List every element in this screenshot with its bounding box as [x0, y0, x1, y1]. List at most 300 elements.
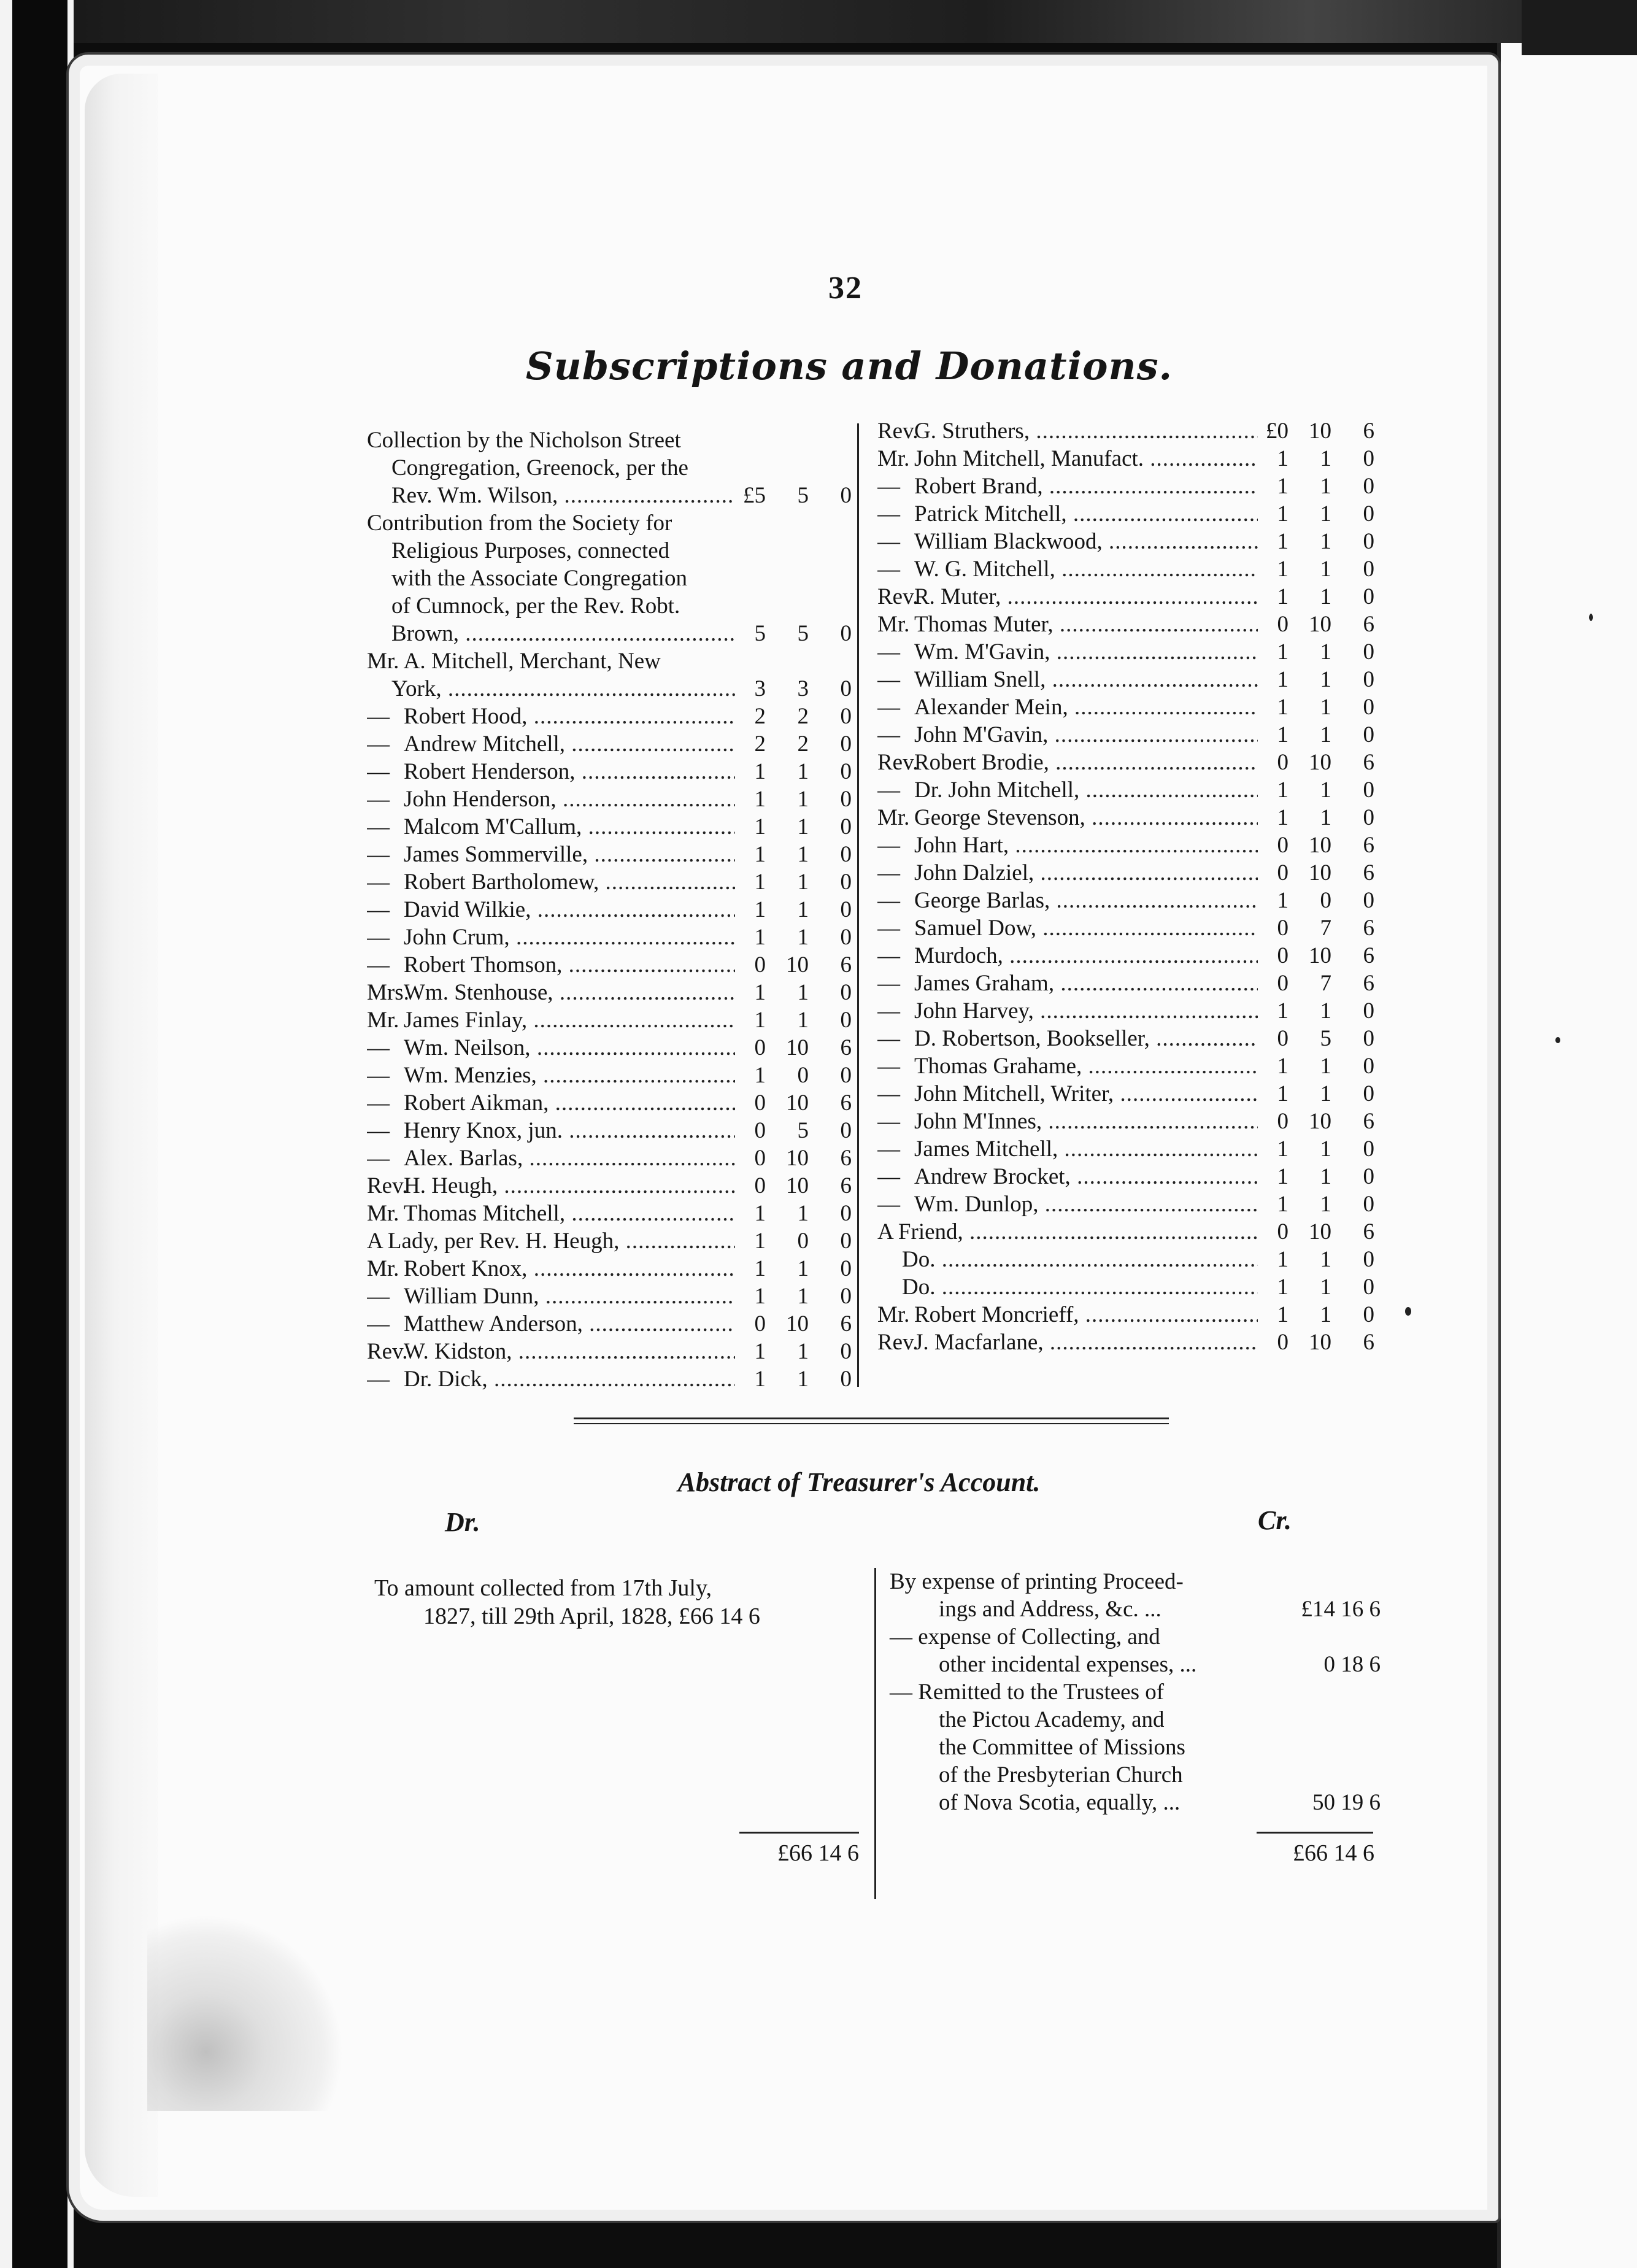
name-text: Contribution from the Society for [367, 511, 672, 536]
subscription-row [877, 1135, 1374, 1163]
name-prefix: — [877, 501, 900, 526]
subscription-row [367, 620, 852, 647]
subscriber-name [877, 1218, 1265, 1246]
subscriber-name [877, 638, 1265, 666]
name-text: William Dunn, [404, 1284, 539, 1309]
amount-pounds: 0 [754, 1090, 766, 1116]
subscription-row [367, 1310, 852, 1338]
amount-shillings: 10 [1309, 1330, 1331, 1355]
debit-total-rule [739, 1832, 859, 1834]
amount-pence: 0 [840, 814, 852, 839]
name-text: Robert Thomson, [404, 952, 563, 978]
adjacent-page-edge [1497, 43, 1637, 2268]
amount-shillings: 10 [1309, 1219, 1331, 1244]
name-text: James Finlay, [404, 1008, 528, 1033]
subscriber-name [877, 555, 1265, 583]
subscription-row [877, 970, 1374, 997]
subscription-row [367, 1006, 852, 1034]
amount-shillings: 1 [797, 1339, 809, 1364]
subscriber-name [367, 730, 742, 758]
amount-shillings: 1 [797, 925, 809, 950]
amount-shillings: 5 [797, 1118, 809, 1143]
subscriber-name [367, 703, 742, 730]
amount [735, 1227, 852, 1255]
amount-pounds: 1 [754, 980, 766, 1005]
subscriber-name [367, 482, 767, 509]
amount-shillings: 1 [1320, 805, 1331, 830]
amount-pounds: 1 [1277, 1136, 1288, 1162]
section-separator [574, 1418, 1169, 1424]
name-prefix: — [877, 860, 900, 885]
subscriber-name [367, 1117, 742, 1144]
amount-shillings: 1 [1320, 777, 1331, 803]
amount-shillings: 1 [1320, 1192, 1331, 1217]
amount-pence: 0 [1363, 1302, 1374, 1327]
amount-pence: 0 [840, 1063, 852, 1088]
amount-pounds: 0 [1277, 1026, 1288, 1051]
subscriber-name [367, 1006, 742, 1034]
name-text: Wm. Neilson, [404, 1035, 531, 1060]
amount-pounds: 0 [1277, 833, 1288, 858]
subscription-row [877, 721, 1374, 749]
name-prefix: — [877, 833, 900, 858]
subscriber-name [877, 749, 1265, 776]
subscriber-name [367, 951, 742, 979]
name-prefix: — [367, 814, 390, 839]
amount [735, 951, 852, 979]
name-prefix: Mr. [367, 1008, 399, 1033]
amount-pence: 0 [1363, 639, 1374, 665]
credit-line: other incidental expenses, ... [939, 1652, 1197, 1677]
amount-shillings: 10 [1309, 860, 1331, 885]
name-prefix: Mrs. [367, 980, 409, 1005]
amount-pounds: 1 [754, 925, 766, 950]
name-prefix: — [877, 639, 900, 665]
amount-pence: 6 [1363, 916, 1374, 941]
name-prefix: — [877, 943, 900, 968]
amount-pence: 6 [1363, 750, 1374, 775]
amount-pounds: 5 [754, 621, 766, 646]
subscriber-name [367, 1089, 742, 1117]
amount-pounds: 3 [754, 676, 766, 701]
amount-shillings: 0 [797, 1063, 809, 1088]
amount-shillings: 7 [1320, 916, 1331, 941]
amount-pounds: 1 [754, 897, 766, 922]
name-text: Wm. Stenhouse, [404, 980, 553, 1005]
amount [1258, 1329, 1374, 1356]
name-text: Robert Knox, [404, 1256, 528, 1281]
page-gutter-shadow [85, 74, 158, 2197]
subscriber-name [877, 721, 1265, 749]
name-text: Henry Knox, jun. [404, 1118, 563, 1143]
name-text: Murdoch, [914, 943, 1003, 968]
subscriber-name [877, 776, 1265, 804]
amount [1258, 804, 1374, 831]
amount-shillings: 1 [1320, 695, 1331, 720]
subscription-row [367, 482, 852, 509]
amount [735, 979, 852, 1006]
subscription-row [877, 1218, 1374, 1246]
subscription-row [877, 1080, 1374, 1108]
amount-pounds: 1 [1277, 722, 1288, 747]
subscription-row [367, 1117, 852, 1144]
name-text: Robert Brand, [914, 474, 1043, 499]
amount-pounds: 0 [1277, 612, 1288, 637]
credit-value: 0 18 6 [1323, 1652, 1381, 1677]
amount-pence: 0 [840, 1201, 852, 1226]
name-prefix: Mr. [367, 1201, 399, 1226]
name-prefix: — [367, 1146, 390, 1171]
subscription-row [367, 1255, 852, 1282]
subscriber-name [367, 841, 742, 868]
subscriber-name [367, 924, 742, 951]
subscriber-name [367, 979, 742, 1006]
amount-pence: 0 [840, 925, 852, 950]
amount-pence: 0 [840, 1256, 852, 1281]
subscriber-name [367, 592, 767, 620]
amount [1258, 528, 1374, 555]
amount-shillings: 1 [1320, 667, 1331, 692]
name-text: W. Kidston, [404, 1339, 512, 1364]
amount [1258, 721, 1374, 749]
amount [1258, 859, 1374, 887]
name-prefix: — [877, 529, 900, 554]
amount-shillings: 1 [797, 814, 809, 839]
amount-shillings: 2 [797, 731, 809, 757]
amount [1258, 914, 1374, 942]
page-corner-wear [147, 1915, 344, 2111]
subscription-row [367, 1338, 852, 1365]
subscription-row [877, 472, 1374, 500]
name-text: Wm. Dunlop, [914, 1192, 1039, 1217]
subscription-row [367, 951, 852, 979]
subscription-row [877, 528, 1374, 555]
amount-pounds: 2 [754, 704, 766, 729]
amount-pence: 6 [1363, 1330, 1374, 1355]
amount-pence: 0 [1363, 805, 1374, 830]
amount [1258, 1246, 1374, 1273]
subscriber-name [367, 1255, 742, 1282]
name-prefix: — [367, 1118, 390, 1143]
amount-pence: 6 [840, 1090, 852, 1116]
amount-pence: 0 [840, 1284, 852, 1309]
amount-pounds: 0 [1277, 1330, 1288, 1355]
amount [735, 675, 852, 703]
amount [1258, 1135, 1374, 1163]
name-prefix: — [367, 897, 390, 922]
name-prefix: — [877, 1109, 900, 1134]
amount-pounds: 0 [754, 1311, 766, 1336]
subscription-row [877, 1190, 1374, 1218]
subscriber-name [877, 583, 1265, 611]
name-text: Wm. Menzies, [404, 1063, 537, 1088]
amount-pence: 0 [840, 897, 852, 922]
name-text: John Henderson, [404, 787, 557, 812]
page-heading: Subscriptions and Donations. [525, 344, 1173, 388]
amount [735, 1117, 852, 1144]
name-text: Robert Aikman, [404, 1090, 549, 1116]
amount-pence: 0 [1363, 1164, 1374, 1189]
amount [1258, 1052, 1374, 1080]
amount-pence: 0 [1363, 446, 1374, 471]
amount-pence: 0 [840, 1339, 852, 1364]
subscription-row [877, 942, 1374, 970]
amount-pounds: 1 [754, 1228, 766, 1254]
amount-shillings: 1 [797, 1256, 809, 1281]
amount-shillings: 1 [1320, 1302, 1331, 1327]
amount-pence: 0 [840, 787, 852, 812]
name-prefix: Mr. [877, 1302, 910, 1327]
amount-pence: 0 [1363, 888, 1374, 913]
amount-shillings: 10 [1309, 750, 1331, 775]
amount-shillings: 10 [786, 952, 809, 978]
subscription-row [877, 997, 1374, 1025]
name-prefix: Mr. [877, 446, 910, 471]
name-prefix: Rev. [367, 1339, 408, 1364]
name-text: Thomas Muter, [914, 612, 1053, 637]
subscription-row [367, 1227, 852, 1255]
subscriber-name [367, 896, 742, 924]
amount-shillings: 1 [797, 1367, 809, 1392]
amount-pounds: 1 [754, 1284, 766, 1309]
name-text: Robert Moncrieff, [914, 1302, 1079, 1327]
subscription-row [367, 979, 852, 1006]
amount [1258, 1218, 1374, 1246]
subscription-row [877, 1163, 1374, 1190]
abstract-title: Abstract of Treasurer's Account. [677, 1467, 1041, 1497]
subscriber-name [367, 454, 767, 482]
amount-shillings: 1 [1320, 584, 1331, 609]
subscription-row [877, 555, 1374, 583]
subscriber-name [877, 417, 1265, 445]
debit-label: Dr. [445, 1507, 480, 1537]
name-prefix: — [877, 1192, 900, 1217]
debit-total: £66 14 6 [777, 1840, 859, 1866]
subscriber-name [877, 997, 1265, 1025]
credit-line: ings and Address, &c. ... [939, 1597, 1161, 1622]
amount [735, 1310, 852, 1338]
amount [735, 1365, 852, 1393]
name-text: Andrew Mitchell, [404, 731, 566, 757]
amount-shillings: 7 [1320, 971, 1331, 996]
name-prefix: — [367, 1284, 390, 1309]
amount-shillings: 1 [1320, 1054, 1331, 1079]
name-text: Dr. Dick, [404, 1367, 488, 1392]
amount-shillings: 10 [786, 1035, 809, 1060]
amount-shillings: 10 [1309, 943, 1331, 968]
name-prefix: — [877, 1054, 900, 1079]
name-text: A Lady, per Rev. H. Heugh, [367, 1228, 620, 1254]
name-prefix: — [367, 1090, 390, 1116]
name-prefix: — [877, 1164, 900, 1189]
credit-entries [890, 1568, 1381, 1816]
amount-pounds: 1 [1277, 639, 1288, 665]
amount [735, 1172, 852, 1200]
amount-pence: 0 [1363, 1247, 1374, 1272]
name-text: Thomas Mitchell, [404, 1201, 566, 1226]
credit-line: By expense of printing Proceed- [890, 1569, 1184, 1594]
subscription-row [877, 1052, 1374, 1080]
amount-pounds: 1 [754, 1008, 766, 1033]
credit-entry [890, 1678, 1381, 1816]
name-text: Samuel Dow, [914, 916, 1037, 941]
amount [735, 841, 852, 868]
amount-pounds: 1 [1277, 584, 1288, 609]
subscriber-name [877, 693, 1265, 721]
subscription-row [877, 611, 1374, 638]
amount-pence: 0 [1363, 584, 1374, 609]
subscriber-name [367, 537, 767, 565]
subscriber-name [877, 1135, 1265, 1163]
amount [735, 1062, 852, 1089]
name-prefix: — [877, 777, 900, 803]
amount-shillings: 1 [1320, 529, 1331, 554]
subscriber-name [877, 1246, 1290, 1273]
credit-entry [890, 1568, 1381, 1623]
name-prefix: — [367, 870, 390, 895]
amount [1258, 445, 1374, 472]
amount-pounds: 0 [754, 1173, 766, 1198]
name-text: J. Macfarlane, [914, 1330, 1044, 1355]
name-text: Brown, [391, 621, 459, 646]
subscription-row [877, 859, 1374, 887]
amount-shillings: 1 [1320, 1081, 1331, 1106]
amount-pounds: 0 [754, 1146, 766, 1171]
subscriber-name [877, 831, 1265, 859]
amount [1258, 970, 1374, 997]
amount-shillings: 1 [1320, 998, 1331, 1024]
name-text: Religious Purposes, connected [391, 538, 670, 563]
amount-pounds: 0 [1277, 860, 1288, 885]
amount-pence: 0 [1363, 1081, 1374, 1106]
amount-pounds: 1 [754, 1201, 766, 1226]
amount-pounds: 1 [1277, 446, 1288, 471]
amount-shillings: 1 [797, 1008, 809, 1033]
name-prefix: Rev. [877, 418, 919, 444]
amount-pence: 0 [840, 1008, 852, 1033]
amount-pence: 0 [1363, 777, 1374, 803]
amount-pence: 0 [840, 1228, 852, 1254]
subscriber-name [877, 914, 1265, 942]
credit-value: £14 16 6 [1301, 1597, 1381, 1622]
name-text: York, [391, 676, 442, 701]
amount-pence: 0 [1363, 1192, 1374, 1217]
amount [735, 1089, 852, 1117]
amount [1258, 1190, 1374, 1218]
amount-pounds: 1 [1277, 1247, 1288, 1272]
name-prefix: Rev. [877, 1330, 919, 1355]
amount-pounds: 0 [1277, 1109, 1288, 1134]
amount-pence: 0 [840, 759, 852, 784]
amount [735, 896, 852, 924]
name-prefix: — [367, 925, 390, 950]
amount-pounds: 1 [754, 1339, 766, 1364]
subscription-row [877, 749, 1374, 776]
name-prefix: Rev. [877, 584, 919, 609]
amount-pence: 6 [1363, 833, 1374, 858]
amount-shillings: 5 [1320, 1026, 1331, 1051]
name-text: with the Associate Congregation [391, 566, 687, 591]
amount-pounds: 0 [1277, 1219, 1288, 1244]
amount-shillings: 10 [1309, 418, 1331, 444]
name-text: John Hart, [914, 833, 1009, 858]
name-prefix: Rev. [877, 750, 919, 775]
amount [735, 1255, 852, 1282]
subscription-row [877, 666, 1374, 693]
subscriber-name [367, 675, 767, 703]
amount [1258, 1273, 1374, 1301]
name-prefix: — [367, 759, 390, 784]
page-number: 32 [828, 271, 863, 306]
credit-line: of the Presbyterian Church [939, 1762, 1183, 1788]
subscriber-name [877, 611, 1265, 638]
name-prefix: — [367, 1063, 390, 1088]
subscription-row [877, 583, 1374, 611]
subscription-row [877, 1273, 1374, 1301]
amount-pounds: 1 [754, 1063, 766, 1088]
subscriber-name [367, 509, 742, 537]
subscriber-name [877, 887, 1265, 914]
name-text: John M'Innes, [914, 1109, 1042, 1134]
amount-shillings: 10 [1309, 612, 1331, 637]
credit-line: the Committee of Missions [939, 1735, 1185, 1760]
amount-pence: 6 [1363, 1219, 1374, 1244]
name-text: John M'Gavin, [914, 722, 1049, 747]
name-text: R. Muter, [914, 584, 1001, 609]
subscription-row [877, 1108, 1374, 1135]
ink-speck [1555, 1037, 1560, 1043]
subscriber-name [877, 1080, 1265, 1108]
amount [735, 758, 852, 785]
subscription-row [877, 887, 1374, 914]
amount-pounds: 1 [754, 1367, 766, 1392]
credit-line: the Pictou Academy, and [939, 1707, 1165, 1732]
amount [735, 785, 852, 813]
subscription-row [877, 914, 1374, 942]
amount [1258, 666, 1374, 693]
amount-shillings: 1 [1320, 639, 1331, 665]
name-text: A Friend, [877, 1219, 963, 1244]
subscription-row [367, 675, 852, 703]
amount-shillings: 1 [1320, 446, 1331, 471]
name-prefix: — [877, 888, 900, 913]
name-text: George Stevenson, [914, 805, 1085, 830]
amount-shillings: 1 [797, 842, 809, 867]
ink-speck [1589, 614, 1593, 621]
amount-pounds: 1 [1277, 529, 1288, 554]
subscription-row [367, 1034, 852, 1062]
subscriber-name [367, 813, 742, 841]
amount-shillings: 2 [797, 704, 809, 729]
subscriber-name [367, 1034, 742, 1062]
amount [735, 1200, 852, 1227]
name-text: Robert Bartholomew, [404, 870, 599, 895]
amount-pence: 0 [1363, 501, 1374, 526]
amount-pounds: 0 [1277, 750, 1288, 775]
subscriber-name [877, 1301, 1265, 1329]
name-text: Robert Brodie, [914, 750, 1049, 775]
amount-pence: 6 [840, 1035, 852, 1060]
amount-shillings: 5 [797, 483, 809, 508]
amount-pounds: 1 [1277, 501, 1288, 526]
subscriber-name [367, 758, 742, 785]
amount [1258, 776, 1374, 804]
amount-pence: 0 [1363, 1136, 1374, 1162]
amount-pence: 0 [840, 980, 852, 1005]
amount-pounds: 0 [754, 952, 766, 978]
amount-pence: 0 [840, 731, 852, 757]
amount-shillings: 1 [1320, 1164, 1331, 1189]
